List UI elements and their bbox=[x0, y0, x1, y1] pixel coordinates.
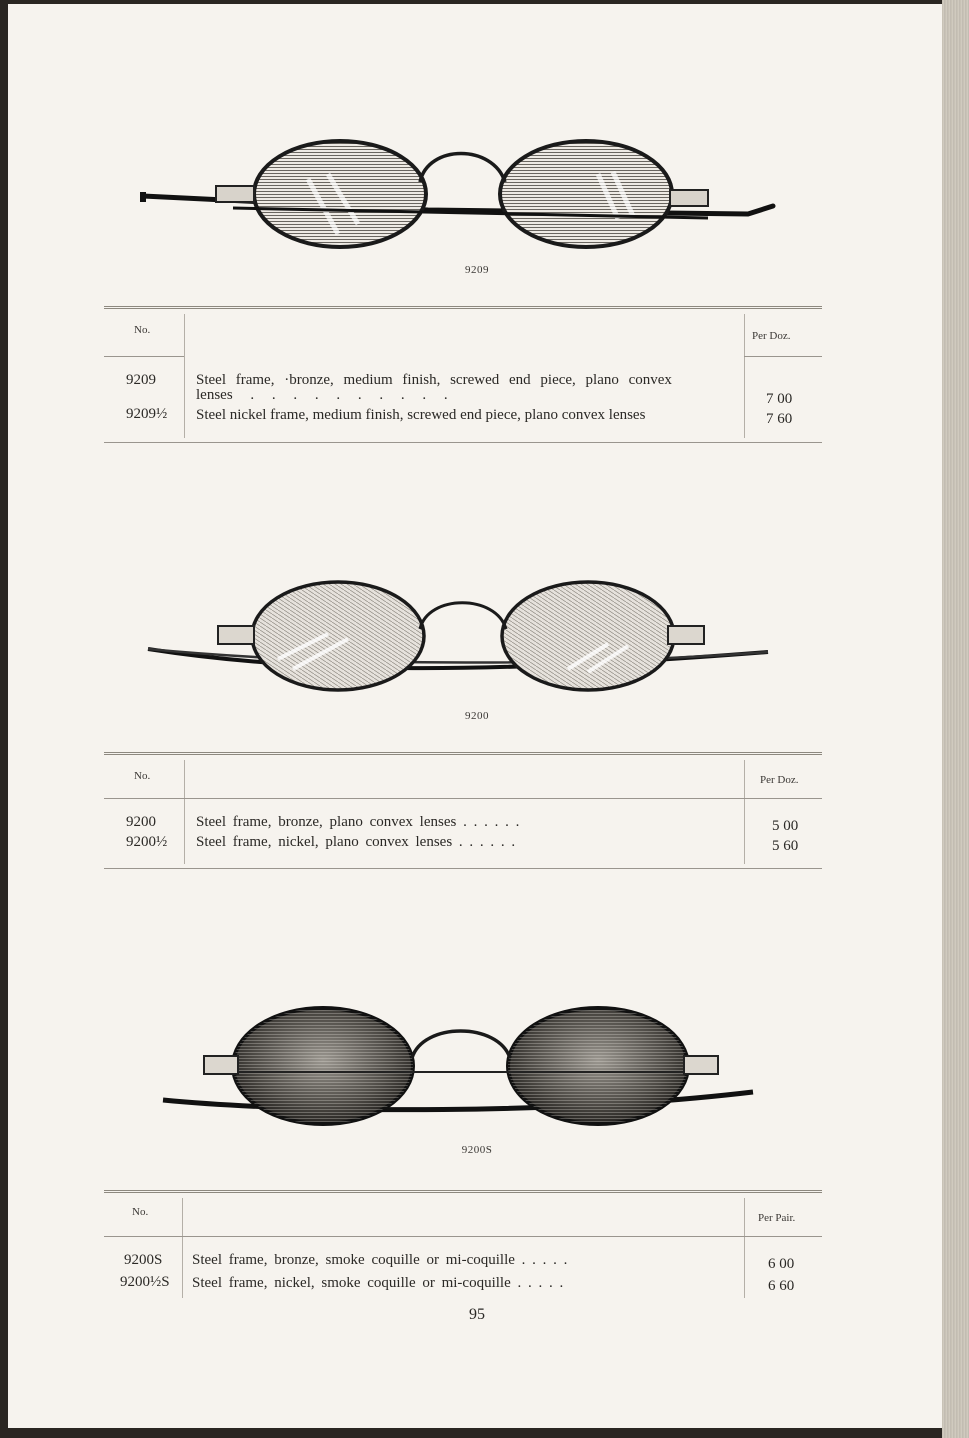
item-description-continued: lenses . . . . . . . . . . bbox=[196, 387, 448, 403]
item-price: 5 60 bbox=[772, 838, 799, 854]
column-header-price: Per Doz. bbox=[752, 330, 791, 342]
column-header-no: No. bbox=[134, 324, 151, 336]
price-table-9200s bbox=[104, 1190, 822, 1300]
figure-caption: 9209 bbox=[465, 264, 489, 276]
item-price: 7 00 bbox=[766, 391, 793, 407]
figure-caption: 9200 bbox=[465, 710, 489, 722]
spectacles-illustration-9200 bbox=[8, 574, 946, 694]
price-table-9200 bbox=[104, 752, 822, 872]
column-header-no: No. bbox=[132, 1206, 149, 1218]
column-header-price: Per Doz. bbox=[760, 774, 799, 786]
page-number: 95 bbox=[469, 1306, 485, 1323]
figure-caption: 9200S bbox=[461, 1144, 493, 1156]
book-page-edges bbox=[942, 0, 969, 1438]
item-number: 9200½ bbox=[126, 834, 168, 850]
item-number: 9200½S bbox=[120, 1274, 170, 1290]
item-description: Steel frame, bronze, plano convex lenses . . . . . . bbox=[196, 814, 520, 830]
item-description: Steel frame, bronze, smoke coquille or mi-coquille . . . . . bbox=[192, 1252, 568, 1268]
catalog-page bbox=[8, 4, 946, 1428]
spectacles-illustration-9200s bbox=[8, 994, 946, 1134]
item-price: 6 60 bbox=[768, 1278, 795, 1294]
item-description: Steel nickel frame, medium finish, screwed end piece, plano convex lenses bbox=[196, 407, 646, 423]
item-description: Steel frame, nickel, smoke coquille or mi-coquille . . . . . bbox=[192, 1275, 564, 1291]
item-number: 9209½ bbox=[126, 406, 168, 422]
item-description: Steel frame, ·bronze, medium finish, screwed end piece, plano convex bbox=[196, 372, 672, 388]
item-price: 7 60 bbox=[766, 411, 793, 427]
item-description: Steel frame, nickel, plano convex lenses . . . . . . bbox=[196, 834, 516, 850]
item-number: 9209 bbox=[126, 372, 156, 388]
item-price: 6 00 bbox=[768, 1256, 795, 1272]
column-header-price: Per Pair. bbox=[758, 1212, 796, 1224]
item-price: 5 00 bbox=[772, 818, 799, 834]
spectacles-illustration-9209 bbox=[8, 124, 946, 274]
column-header-no: No. bbox=[134, 770, 151, 782]
item-number: 9200 bbox=[126, 814, 156, 830]
price-table-9209 bbox=[104, 306, 822, 446]
item-number: 9200S bbox=[124, 1252, 163, 1268]
